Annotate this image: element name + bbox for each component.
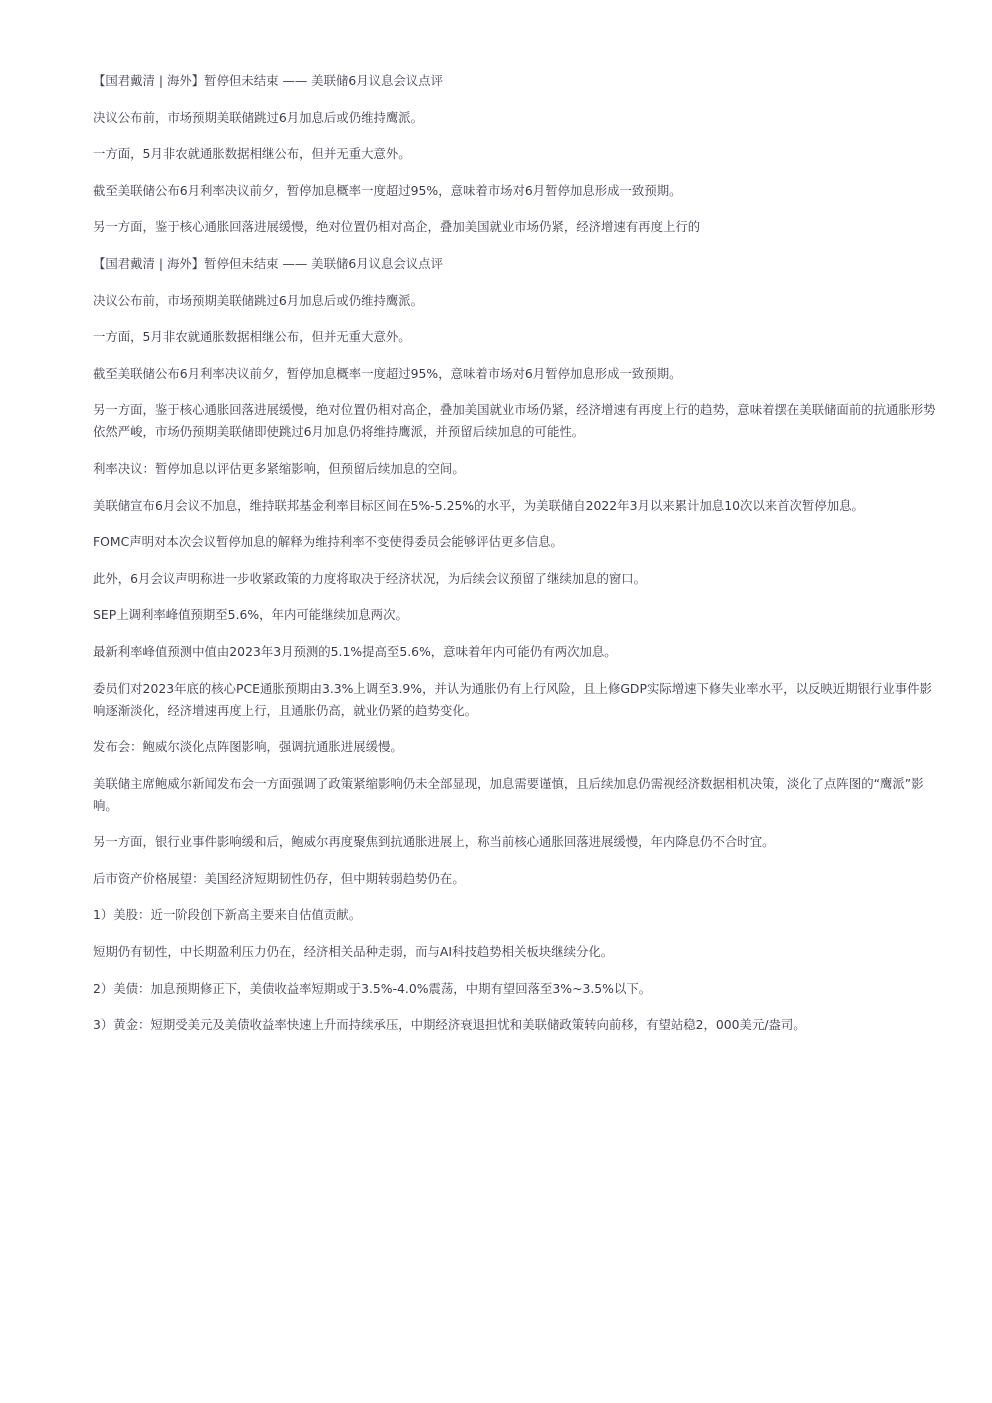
section-heading: SEP上调利率峰值预期至5.6%，年内可能继续加息两次。	[93, 607, 408, 623]
paragraph: 截至美联储公布6月利率决议前夕，暂停加息概率一度超过95%，意味着市场对6月暂停加息形成一致预期。	[93, 365, 682, 381]
paragraph: 一方面，5月非农就通胀数据相继公布，但并无重大意外。	[93, 329, 411, 345]
paragraph: 决议公布前，市场预期美联储跳过6月加息后或仍维持鹰派。	[93, 109, 424, 125]
section-heading: 利率决议：暂停加息以评估更多紧缩影响，但预留后续加息的空间。	[93, 460, 465, 476]
paragraph: 决议公布前，市场预期美联储跳过6月加息后或仍维持鹰派。	[93, 292, 424, 308]
paragraph: 一方面，5月非农就通胀数据相继公布，但并无重大意外。	[93, 146, 411, 162]
paragraph: 此外，6月会议声明称进一步收紧政策的力度将取决于经济状况，为后续会议预留了继续加息的窗口。	[93, 570, 647, 586]
paragraph: 美联储宣布6月会议不加息，维持联邦基金利率目标区间在5%-5.25%的水平，为美联储自2022年3月以来累计加息10次以来首次暂停加息。	[93, 497, 864, 513]
paragraph: 最新利率峰值预测中值由2023年3月预测的5.1%提高至5.6%，意味着年内可能仍有两次加息。	[93, 643, 617, 659]
paragraph: 委员们对2023年底的核心PCE通胀预期由3.3%上调至3.9%，并认为通胀仍有上行风险，且上修GDP实际增速下修失业率水平，以反映近期银行业事件影响逐渐淡化，经济增速再度上行，且通胀仍高，就业仍紧的趋势变化。	[93, 680, 932, 718]
paragraph: 短期仍有韧性，中长期盈利压力仍在，经济相关品种走弱，而与AI科技趋势相关板块继续分化。	[93, 944, 614, 960]
list-item: 3）黄金：短期受美元及美债收益率快速上升而持续承压，中期经济衰退担忧和美联储政策转向前移，有望站稳2，000美元/盎司。	[93, 1017, 806, 1033]
list-item: 2）美债：加息预期修正下，美债收益率短期或于3.5%-4.0%震荡，中期有望回落至3%~3.5%以下。	[93, 980, 652, 996]
paragraph: 另一方面，鉴于核心通胀回落进展缓慢，绝对位置仍相对高企，叠加美国就业市场仍紧，经济增速有再度上行的趋势，意味着摆在美联储面前的抗通胀形势依然严峻，市场仍预期美联储即使跳过6月加息仍将维持鹰派，并预留后续加息的可能性。	[93, 402, 936, 440]
paragraph-title: 【国君戴清 | 海外】暂停但未结束 —— 美联储6月议息会议点评	[93, 255, 443, 271]
section-heading: 发布会：鲍威尔淡化点阵图影响，强调抗通胀进展缓慢。	[93, 739, 403, 755]
paragraph-title: 【国君戴清 | 海外】暂停但未结束 —— 美联储6月议息会议点评	[93, 73, 443, 88]
paragraph: 美联储主席鲍威尔新闻发布会一方面强调了政策紧缩影响仍未全部显现，加息需要谨慎，且后续加息仍需视经济数据相机决策，淡化了点阵图的“鹰派”影响。	[93, 775, 924, 813]
section-heading: 后市资产价格展望：美国经济短期韧性仍存，但中期转弱趋势仍在。	[93, 870, 465, 886]
list-item: 1）美股：近一阶段创下新高主要来自估值贡献。	[93, 907, 362, 923]
paragraph: 另一方面，银行业事件影响缓和后，鲍威尔再度聚焦到抗通胀进展上，称当前核心通胀回落进展缓慢，年内降息仍不合时宜。	[93, 834, 775, 850]
paragraph: FOMC声明对本次会议暂停加息的解释为维持利率不变使得委员会能够评估更多信息。	[93, 534, 563, 550]
paragraph: 另一方面，鉴于核心通胀回落进展缓慢，绝对位置仍相对高企，叠加美国就业市场仍紧，经济增速有再度上行的	[93, 219, 701, 235]
paragraph: 截至美联储公布6月利率决议前夕，暂停加息概率一度超过95%，意味着市场对6月暂停加息形成一致预期。	[93, 182, 682, 198]
